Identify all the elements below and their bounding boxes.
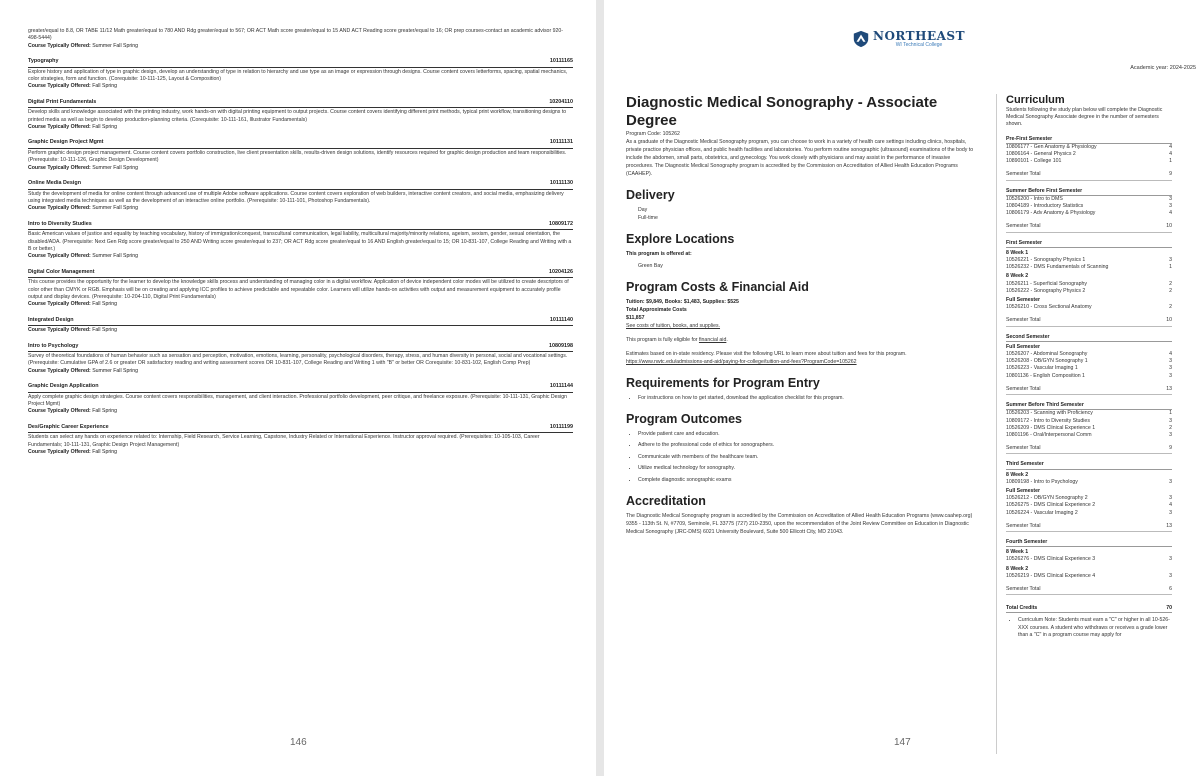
term-name: First Semester xyxy=(1006,240,1172,248)
curriculum-panel xyxy=(1006,94,1172,642)
course-header xyxy=(28,180,573,189)
curriculum-course-row xyxy=(1006,144,1172,151)
course-description: This course provides the opportunity for the learner to develop the knowledge skills process and understanding of managing color in a digital workflow. Application of device independent color modes will be utilized to create descriptors of color other than CMYK or RGB. Emphasis will be on creating and applying ICC profiles to achieve predictable and repeatable color. Learners will utilize hands-on activities with output and measurement equipment to accurately profile output and display devices. (Prerequisite: 10-204-110, Digital Print Fundamentals) xyxy=(28,279,569,300)
course-title: Digital Print Fundamentals xyxy=(28,98,97,105)
course-offered: Course Typically Offered: Summer Fall Spring xyxy=(28,164,139,171)
curriculum-credits: 3 xyxy=(1169,417,1172,424)
curriculum-credits: 4 xyxy=(1169,210,1172,217)
term-name: Summer Before First Semester xyxy=(1006,188,1172,196)
curriculum-credits: 2 xyxy=(1169,304,1172,311)
see-costs-link[interactable]: See costs of tuition, books, and supplies. xyxy=(626,323,721,329)
semester-total-value: 10 xyxy=(1166,317,1172,324)
course-code: 10111199 xyxy=(549,423,573,430)
semester-total-row: Semester Total 6 xyxy=(1006,586,1172,595)
course-description: Perform graphic design project management. Course content covers portfolio construction, live client presentation skills, results-driven design solutions, identify resources required for graphic design production and team responsibilities. (Prerequisite: 10-111-126, Graphic Design Development) xyxy=(28,149,567,164)
semester-total-row: Semester Total 9 xyxy=(1006,171,1172,180)
left-page xyxy=(0,0,596,776)
curriculum-course: 10526208 - OB/GYN Sonography 1 xyxy=(1006,358,1088,365)
curriculum-credits: 1 xyxy=(1169,158,1172,165)
curriculum-course-row xyxy=(1006,203,1172,210)
course-header xyxy=(28,317,573,326)
tuition-text: Tuition: $9,849, Books: $1,483, Supplies: $525 xyxy=(626,299,739,305)
curriculum-course-row xyxy=(1006,196,1172,203)
total-costs-value: $11,857 xyxy=(626,315,645,321)
course-title: Integrated Design xyxy=(28,316,74,323)
curriculum-course-row xyxy=(1006,479,1172,486)
curriculum-course-row xyxy=(1006,365,1172,372)
financial-aid-link[interactable]: financial aid xyxy=(698,337,727,343)
term-subgroup: 8 Week 1 xyxy=(1006,249,1029,256)
curriculum-course-row xyxy=(1006,556,1172,563)
term-subgroup: 8 Week 2 xyxy=(1006,273,1029,280)
semester-total-value: 9 xyxy=(1169,445,1172,452)
curriculum-course-row xyxy=(1006,510,1172,517)
course-offered: Course Typically Offered: Fall Spring xyxy=(28,449,117,456)
curriculum-course-row xyxy=(1006,495,1172,502)
curriculum-credits: 2 xyxy=(1169,287,1172,294)
curriculum-course: 10809198 - Intro to Psychology xyxy=(1006,478,1078,485)
course-header xyxy=(28,58,573,67)
accreditation-heading: Accreditation xyxy=(626,493,706,508)
curriculum-course: 10526219 - DMS Clinical Experience 4 xyxy=(1006,572,1096,579)
term-subgroup: Full Semester xyxy=(1006,343,1041,350)
curriculum-course-row xyxy=(1006,418,1172,425)
curriculum-credits: 3 xyxy=(1169,372,1172,379)
curriculum-course-row xyxy=(1006,432,1172,439)
column-divider xyxy=(996,94,997,754)
semester-total-value: 13 xyxy=(1166,522,1172,529)
term-name: Fourth Semester xyxy=(1006,539,1172,547)
curriculum-course: 10526224 - Vascular Imaging 2 xyxy=(1006,509,1078,516)
curriculum-course: 10526232 - DMS Fundamentals of Scanning xyxy=(1006,264,1109,271)
offered-at-label: This program is offered at: xyxy=(626,251,692,257)
course-entry xyxy=(28,269,573,309)
course-offered: Course Typically Offered: Summer Fall Spring xyxy=(28,253,139,260)
course-header xyxy=(28,221,573,230)
logo-name: NORTHEAST xyxy=(873,29,966,43)
curriculum-course-row xyxy=(1006,502,1172,509)
curriculum-credits: 2 xyxy=(1169,280,1172,287)
course-code: 10111131 xyxy=(549,139,573,146)
course-header xyxy=(28,343,573,352)
curriculum-credits: 4 xyxy=(1169,502,1172,509)
semester-total-value: 9 xyxy=(1169,171,1172,178)
curriculum-term xyxy=(1006,461,1172,532)
term-name: Pre-First Semester xyxy=(1006,136,1172,144)
right-page xyxy=(604,0,1200,776)
course-title: Online Media Design xyxy=(28,180,82,187)
curriculum-course-row xyxy=(1006,410,1172,417)
course-description: Basic American values of justice and equality by teaching vocabulary, history of immigration/conquest, transcultural communication, legal liability, multicultural majority/minority relations, ageism, sexism, gender, sexual orientation, the disabled/ADA. (Prerequisite: Next Gen Rdg score greater/equal to 250 AND Writing score greater/equal to 237; OR ACT Rdg score greater/equal to 16 AND English greater/equal to 15; OR 10-831-107, College Reading and Writing with a B or better.) xyxy=(28,231,572,252)
costs-heading: Program Costs & Financial Aid xyxy=(626,280,809,294)
course-entry xyxy=(28,58,573,91)
course-description: Develop skills and knowledge associated with the printing industry, work hands-on with digital printing equipment to output projects. Course content covers identifying different print methods, typical print workflow, transitioning designs to printed media as well as begin to develop production-planning criteria. (Corequisite: 10-111-161, Illustrator Fundamentals) xyxy=(28,109,567,123)
course-code: 10111130 xyxy=(549,180,573,187)
curriculum-credits: 3 xyxy=(1169,358,1172,365)
curriculum-course: 10801196 - Oral/Interpersonal Comm xyxy=(1006,431,1092,438)
outcomes-heading: Program Outcomes xyxy=(626,412,743,426)
course-description: Explore history and application of type in graphic design, develop an understanding of type in relation to hierarchy and use type as an image or expression through designs. Course content covers letterforms, spacing, spatial mechanics, color strategies, form and function. (Corequisite: 10-111-125, Layout & Composition) xyxy=(28,68,568,83)
curriculum-term xyxy=(1006,539,1172,595)
curriculum-course-row xyxy=(1006,264,1172,271)
delivery-item: Full-time xyxy=(638,215,658,221)
curriculum-credits: 3 xyxy=(1169,556,1172,563)
course-header xyxy=(28,99,573,108)
delivery-item: Day xyxy=(638,207,648,213)
curriculum-course: 10526222 - Sonography Physics 2 xyxy=(1006,287,1086,294)
courses xyxy=(28,58,573,456)
curriculum-course-row xyxy=(1006,351,1172,358)
course-entry xyxy=(28,317,573,335)
total-credits-row: Total Credits 70 xyxy=(1006,605,1172,613)
curriculum-course: 10526209 - DMS Clinical Experience 1 xyxy=(1006,424,1096,431)
semester-total-row: Semester Total 10 xyxy=(1006,223,1172,232)
course-code: 10809198 xyxy=(549,342,573,349)
course-title: Typography xyxy=(28,58,59,65)
curriculum-credits: 4 xyxy=(1169,151,1172,158)
curriculum-term xyxy=(1006,136,1172,181)
curriculum-credits: 3 xyxy=(1169,257,1172,264)
curriculum-credits: 3 xyxy=(1169,495,1172,502)
logo xyxy=(852,30,965,48)
outcome-item: • Complete diagnostic sonographic exams xyxy=(638,476,976,484)
course-description: Apply complete graphic design strategies. Course content covers responsibilities, management, and client interaction. Professional portfolio development, peer critique, and freelance exposure. (Prerequisite: 10-111-131, Graphic Design Project Mgmt) xyxy=(28,393,568,408)
course-title: Intro to Psychology xyxy=(28,342,79,349)
curriculum-course-row xyxy=(1006,281,1172,288)
course-entry xyxy=(28,383,573,416)
curriculum-course: 10526211 - Superficial Sonography xyxy=(1006,280,1087,287)
course-entry xyxy=(28,99,573,132)
semester-total-value: 13 xyxy=(1166,385,1172,392)
course-offered: Course Typically Offered: Summer Fall Spring xyxy=(28,205,139,212)
term-subgroup: Full Semester xyxy=(1006,297,1041,304)
page-number: 146 xyxy=(290,737,307,748)
course-offered: Course Typically Offered: Fall Spring xyxy=(28,408,117,415)
curriculum-term xyxy=(1006,240,1172,327)
curriculum-course: 10526207 - Abdominal Sonography xyxy=(1006,351,1088,358)
academic-year: Academic year: 2024-2025 xyxy=(1130,65,1196,71)
curriculum-credits: 3 xyxy=(1169,478,1172,485)
course-code: 10204126 xyxy=(549,268,573,275)
location-name: Green Bay xyxy=(638,263,663,269)
course-header xyxy=(28,139,573,148)
program-code: Program Code: 105262 xyxy=(626,131,680,137)
term-subgroup: Full Semester xyxy=(1006,487,1041,494)
curriculum-course-row xyxy=(1006,304,1172,311)
course-header xyxy=(28,383,573,392)
logo-subtitle: WI Technical College xyxy=(895,42,943,48)
semester-total-value: 6 xyxy=(1169,585,1172,592)
outcome-item: • Provide patient care and education. xyxy=(638,430,976,438)
tuition-url-link[interactable]: https://www.nwtc.edu/admissions-and-aid/paying-for-college/tuition-and-fees?ProgramCode=105262 xyxy=(626,359,857,365)
curriculum-course-row xyxy=(1006,257,1172,264)
curriculum-course: 10526276 - DMS Clinical Experience 3 xyxy=(1006,556,1096,563)
course-description: Study the development of media for online content through advanced use of multiple Adobe software applications. Course content covers exploration of web builders, interactive content creators, and social media, emphasizing delivery using integrated media techniques as well as the development of an interactive online portfolio. (Prerequisite: 10-111-101, Photoshop Fundamentals). xyxy=(28,190,564,204)
course-code: 10111144 xyxy=(549,383,573,390)
curriculum-heading: Curriculum xyxy=(1006,94,1065,106)
intro-text: greater/equal to 8.8, OR TABE 11/12 Math greater/equal to 780 AND Rdg greater/equal to 567; OR ACT Math score greater/equal to 15 AND ACT Reading score greater/equal to 16; OR prep courses-contact an academic advisor 920-498-5444) xyxy=(28,28,563,42)
curriculum-course: 10526275 - DMS Clinical Experience 2 xyxy=(1006,502,1096,509)
curriculum-intro: Students following the study plan below will complete the Diagnostic Medical Sonography Associate degree in the number of semesters shown. xyxy=(1006,107,1163,128)
curriculum-course-row xyxy=(1006,573,1172,580)
outcome-item: • Communicate with members of the healthcare team. xyxy=(638,453,976,461)
accreditation-text: The Diagnostic Medical Sonography program is accredited by the Commission on Accreditation of Allied Health Education Programs (www.caahep.org) 9355 - 113th St. N, #7709, Seminole, FL 33775 (727) 210-2350, upon the recommendation of the Joint Review Committee on Education in Diagnostic Medical Sonography (JRC-DMS) 6021 University Boulevard, Suite 500 Ellicott City, MD 21043. xyxy=(626,512,973,535)
semester-total-row: Semester Total 13 xyxy=(1006,523,1172,532)
outcome-item: • Adhere to the professional code of ethics for sonographers. xyxy=(638,441,976,449)
curriculum-credits: 1 xyxy=(1169,264,1172,271)
curriculum-course: 10526210 - Cross Sectional Anatomy xyxy=(1006,304,1092,311)
program-main xyxy=(626,94,976,536)
term-name: Third Semester xyxy=(1006,461,1172,469)
curriculum-course-row xyxy=(1006,158,1172,165)
curriculum-course: 10806179 - Adv Anatomy & Physiology xyxy=(1006,210,1096,217)
curriculum-course: 10526221 - Sonography Physics 1 xyxy=(1006,257,1086,264)
curriculum-term xyxy=(1006,402,1172,454)
course-code: 10809172 xyxy=(549,220,573,227)
intro-offered: Course Typically Offered: Summer Fall Spring xyxy=(28,42,139,49)
page-number: 147 xyxy=(894,737,911,748)
curriculum-credits: 3 xyxy=(1169,572,1172,579)
curriculum-course-row xyxy=(1006,358,1172,365)
semester-total-value: 10 xyxy=(1166,223,1172,230)
course-entry xyxy=(28,139,573,172)
course-entry xyxy=(28,343,573,376)
curriculum-credits: 4 xyxy=(1169,143,1172,150)
course-offered: Course Typically Offered: Fall Spring xyxy=(28,327,117,334)
term-subgroup: 8 Week 2 xyxy=(1006,565,1029,572)
requirements-heading: Requirements for Program Entry xyxy=(626,376,820,390)
curriculum-course-row xyxy=(1006,151,1172,158)
curriculum-note: • Curriculum Note: Students must earn a "C" or higher in all 10-526-XXX courses. A student who withdraws or receives a grade lower than a "C" in a program course may apply for xyxy=(1018,617,1172,639)
course-code: 10111140 xyxy=(549,316,573,323)
curriculum-course: 10801136 - English Composition 1 xyxy=(1006,372,1085,379)
total-credits-value: 70 xyxy=(1166,605,1172,612)
term-subgroup: 8 Week 2 xyxy=(1006,471,1029,478)
total-costs-label: Total Approximate Costs xyxy=(626,307,687,313)
curriculum-credits: 3 xyxy=(1169,195,1172,202)
course-offered: Course Typically Offered: Fall Spring xyxy=(28,124,117,131)
curriculum-course: 10809172 - Intro to Diversity Studies xyxy=(1006,417,1090,424)
curriculum-credits: 3 xyxy=(1169,431,1172,438)
program-description: As a graduate of the Diagnostic Medical Sonography program, you can choose to work in a variety of health care settings including clinics, hospitals, private practice physician offices, and public health facilities and laboratories. You perform routine sonographic (ultrasound) examinations of the body to include the abdomen, small parts, obstetrics, and gynecology. You work closely with physicians and may assist in the performance of invasive procedures. The Diagnostic Medical Sonography program is accredited by the Commission on Accreditation of Allied Health Education Programs (CAAHEP). xyxy=(626,139,974,177)
curriculum-course-row xyxy=(1006,373,1172,380)
curriculum-credits: 3 xyxy=(1169,365,1172,372)
course-entry xyxy=(28,221,573,261)
logo-icon xyxy=(852,30,870,48)
semester-total-row: Semester Total 13 xyxy=(1006,386,1172,395)
curriculum-terms xyxy=(1006,136,1172,596)
course-offered: Course Typically Offered: Fall Spring xyxy=(28,83,117,90)
semester-total-row: Semester Total 9 xyxy=(1006,445,1172,454)
curriculum-credits: 2 xyxy=(1169,424,1172,431)
course-offered: Course Typically Offered: Summer Fall Spring xyxy=(28,367,139,374)
curriculum-course-row xyxy=(1006,288,1172,295)
curriculum-term xyxy=(1006,334,1172,395)
course-title: Des/Graphic Career Experience xyxy=(28,423,109,430)
delivery-heading: Delivery xyxy=(626,188,675,202)
curriculum-course: 10890101 - College 101 xyxy=(1006,158,1062,165)
course-header xyxy=(28,424,573,433)
requirement-item: • For instructions on how to get started, download the application checklist for this program. xyxy=(638,394,976,402)
curriculum-course-row xyxy=(1006,210,1172,217)
term-name: Second Semester xyxy=(1006,334,1172,342)
course-title: Graphic Design Project Mgmt xyxy=(28,139,104,146)
program-title: Diagnostic Medical Sonography - Associate Degree xyxy=(626,94,938,129)
semester-total-row: Semester Total 10 xyxy=(1006,317,1172,326)
curriculum-term xyxy=(1006,188,1172,233)
course-entry xyxy=(28,424,573,457)
requirements-list xyxy=(626,394,976,402)
course-list xyxy=(28,28,573,456)
curriculum-course: 10806177 - Gen Anatomy & Physiology xyxy=(1006,143,1097,150)
term-name: Summer Before Third Semester xyxy=(1006,402,1172,410)
course-title: Digital Color Management xyxy=(28,268,95,275)
course-code: 10204110 xyxy=(549,98,573,105)
curriculum-course: 10526203 - Scanning with Proficiency xyxy=(1006,410,1093,417)
course-offered: Course Typically Offered: Fall Spring xyxy=(28,301,117,308)
course-description: Students can select any hands on experience related to: Internship, Field Research, Service Learning, Capstone, Industry Related or International Experience. Instructor approval required. (Prerequisites: 10-105-103, Career Fundamentals; 10-111-131, Graphic Design Project Management) xyxy=(28,434,540,448)
financial-aid-text: This program is fully eligible for financial aid. xyxy=(626,337,728,343)
curriculum-course: 10526212 - OB/GYN Sonography 2 xyxy=(1006,495,1088,502)
curriculum-credits: 3 xyxy=(1169,509,1172,516)
curriculum-course: 10804189 - Introductory Statistics xyxy=(1006,203,1084,210)
curriculum-course: 10526200 - Intro to DMS xyxy=(1006,195,1063,202)
curriculum-credits: 4 xyxy=(1169,351,1172,358)
curriculum-course: 10806164 - General Physics 2 xyxy=(1006,151,1076,158)
curriculum-course: 10526223 - Vascular Imaging 1 xyxy=(1006,365,1078,372)
curriculum-course-row xyxy=(1006,425,1172,432)
locations-heading: Explore Locations xyxy=(626,232,735,246)
curriculum-credits: 3 xyxy=(1169,203,1172,210)
course-header xyxy=(28,269,573,278)
course-title: Intro to Diversity Studies xyxy=(28,220,92,227)
course-title: Graphic Design Application xyxy=(28,383,99,390)
outcome-item: • Utilize medical technology for sonography. xyxy=(638,464,976,472)
curriculum-credits: 1 xyxy=(1169,410,1172,417)
course-code: 10111165 xyxy=(549,58,573,65)
course-description: Survey of theoretical foundations of human behavior such as sensation and perception, motivation, emotions, learning, personality, psychological disorders, therapy, stress, and human diversity in personal, social and vocational settings. (Prerequisite: Cumulative GPA of 2.6 or greater OR satisfactory reading and writing assessment scores OR 10-831-107, College Reading and Writing 1 with "B" or better OR Corequisite: 10-831-102, English Comp Prep) xyxy=(28,353,568,367)
term-subgroup: 8 Week 1 xyxy=(1006,549,1029,556)
outcomes-list xyxy=(626,430,976,484)
course-entry xyxy=(28,180,573,213)
estimate-text: Estimates based on in-state residency. Please visit the following URL to learn more about tuition and fees for this program. xyxy=(626,351,907,357)
